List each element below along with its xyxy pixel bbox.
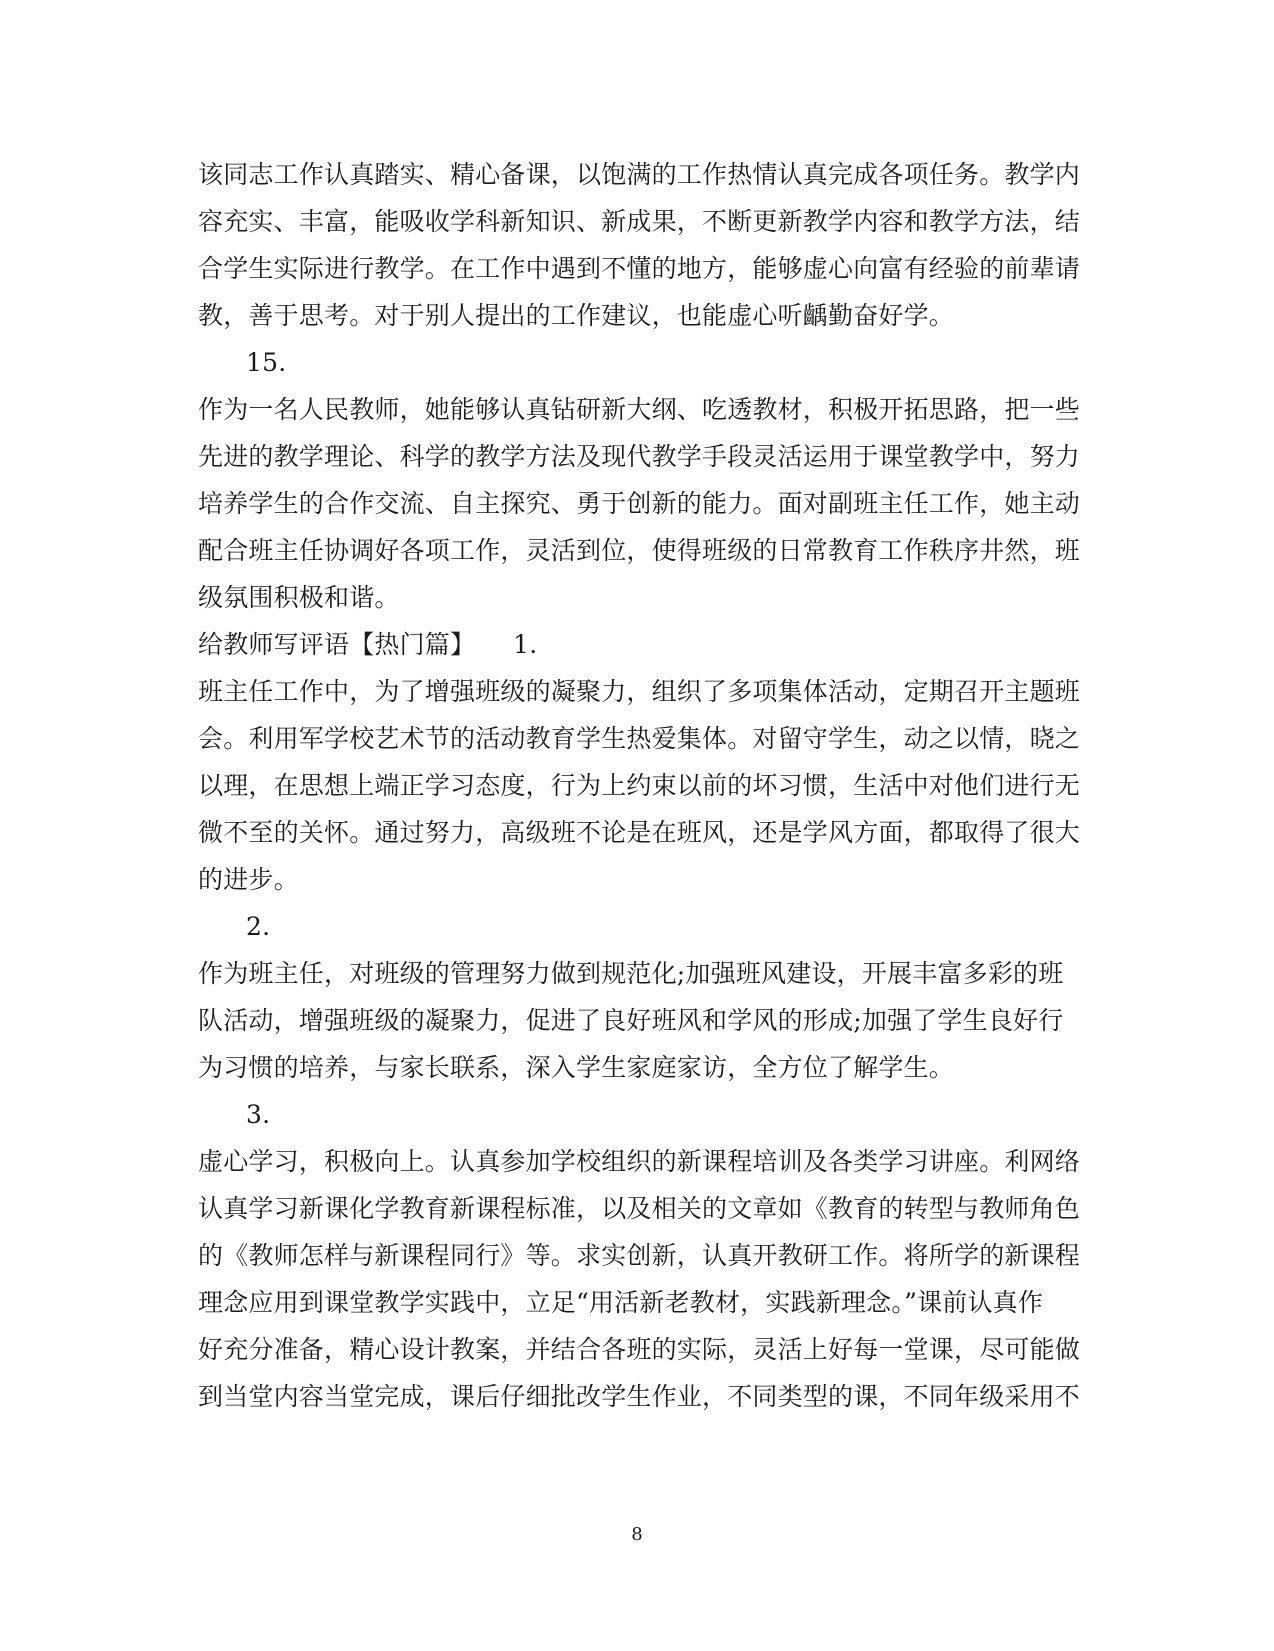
text-line: 先进的教学理论、科学的教学方法及现代教学手段灵活运用于课堂教学中，努力 [198,442,1081,471]
text-line: 微不至的关怀。通过努力，高级班不论是在班风，还是学风方面，都取得了很大 [198,818,1081,847]
text-line: 配合班主任协调好各项工作，灵活到位，使得班级的日常教育工作秩序井然，班 [198,536,1081,565]
text-line: 该同志工作认真踏实、精心备课，以饱满的工作热情认真完成各项任务。教学内 [198,160,1081,189]
item-number: 15. [246,348,287,377]
text-line: 虚心学习，积极向上。认真参加学校组织的新课程培训及各类学习讲座。利网络 [198,1147,1081,1176]
text-line: 的进步。 [198,865,299,894]
text-line: 教，善于思考。对于别人提出的工作建议，也能虚心听齲勤奋好学。 [198,301,955,330]
text-line: 培养学生的合作交流、自主探究、勇于创新的能力。面对副班主任工作，她主动 [198,489,1081,518]
text-line: 好充分准备，精心设计教案，并结合各班的实际，灵活上好每一堂课，尽可能做 [198,1335,1081,1364]
item-number: 3. [246,1100,271,1129]
text-line: 理念应用到课堂教学实践中，立足“用活新老教材，实践新理念。”课前认真作 [198,1288,1044,1317]
text-line: 级氛围积极和谐。 [198,583,400,612]
text-line: 到当堂内容当堂完成，课后仔细批改学生作业，不同类型的课，不同年级采用不 [198,1382,1081,1411]
text-line: 认真学习新课化学教育新课程标准，以及相关的文章如《教育的转型与教师角色 [198,1194,1081,1223]
text-line: 会。利用军学校艺术节的活动教育学生热爱集体。对留守学生，动之以情，晓之 [198,724,1081,753]
page-number: 8 [631,1524,643,1545]
text-line: 队活动，增强班级的凝聚力，促进了良好班风和学风的形成;加强了学生良好行 [198,1006,1064,1035]
item-number: 2. [246,912,271,941]
text-line: 班主任工作中，为了增强班级的凝聚力，组织了多项集体活动，定期召开主题班 [198,677,1081,706]
text-line: 合学生实际进行教学。在工作中遇到不懂的地方，能够虚心向富有经验的前辈请 [198,254,1081,283]
text-line: 的《教师怎样与新课程同行》等。求实创新，认真开教研工作。将所学的新课程 [198,1241,1081,1270]
text-line: 容充实、丰富，能吸收学科新知识、新成果，不断更新教学内容和教学方法，结 [198,207,1081,236]
text-line: 以理，在思想上端正学习态度，行为上约束以前的坏习惯，生活中对他们进行无 [198,771,1081,800]
text-line: 作为一名人民教师，她能够认真钻研新大纲、吃透教材，积极开拓思路，把一些 [198,395,1081,424]
section-heading: 给教师写评语【热门篇】 1. [198,630,538,659]
text-line: 为习惯的培养，与家长联系，深入学生家庭家访，全方位了解学生。 [198,1053,955,1082]
text-line: 作为班主任，对班级的管理努力做到规范化;加强班风建设，开展丰富多彩的班 [198,959,1064,988]
